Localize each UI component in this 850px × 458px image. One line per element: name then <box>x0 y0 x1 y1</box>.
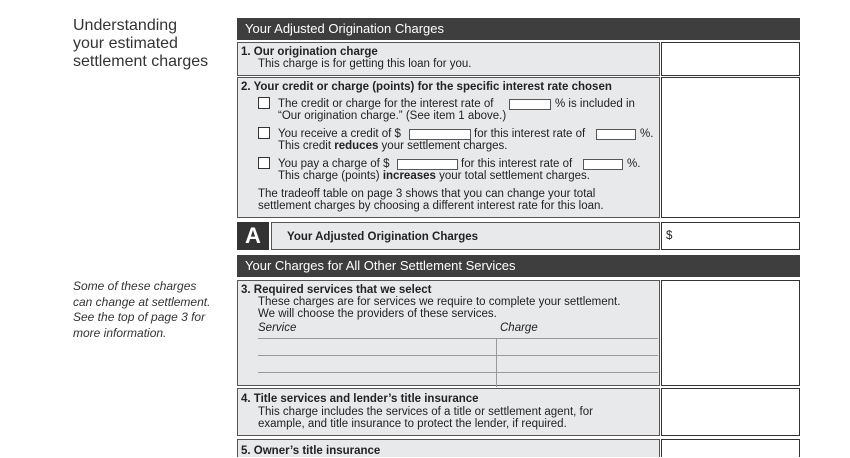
table-column-divider <box>496 338 497 387</box>
section-title <box>73 17 223 71</box>
item4-section <box>237 388 660 436</box>
item2-amount-field[interactable] <box>661 77 800 218</box>
tradeoff-note-line2: settlement charges by choosing a different interest rate for this loan. <box>258 200 604 212</box>
option3-text-before: You pay a charge of $ <box>278 158 390 170</box>
item1-amount-field[interactable] <box>661 42 800 76</box>
item2-section <box>237 77 660 218</box>
option3-text-after: %. <box>627 158 641 170</box>
item5-section <box>237 439 660 457</box>
section-title-line: your estimated <box>73 35 178 52</box>
item4-desc-line1: This charge includes the services of a title or settlement agent, for <box>258 406 593 418</box>
option2-text-before: You receive a credit of $ <box>278 128 401 140</box>
option2-rate-field[interactable] <box>596 129 636 140</box>
item1-desc: This charge is for getting this loan for you. <box>258 58 472 70</box>
side-note-line: See the top of page 3 for <box>73 310 206 324</box>
side-note-line: can change at settlement. <box>73 294 211 309</box>
item3-section <box>237 280 660 386</box>
charge-column-header: Charge <box>500 322 538 334</box>
option2-text-mid: for this interest rate of <box>474 128 586 140</box>
letter-a-badge: A <box>237 222 269 250</box>
option1-line2: “Our origination charge.” (See item 1 above.) <box>278 110 507 122</box>
item5-title: 5. Owner’s title insurance <box>241 445 381 457</box>
option3-line2: This charge (points) increases your total settlement charges. <box>278 170 590 182</box>
side-note <box>73 279 233 341</box>
option2-checkbox[interactable] <box>258 127 270 139</box>
charge-cell[interactable] <box>498 356 658 371</box>
origination-header: Your Adjusted Origination Charges <box>237 18 800 40</box>
option2-credit-field[interactable] <box>409 129 471 140</box>
option2-line2: This credit reduces your settlement charges. <box>278 140 508 152</box>
item5-amount-field[interactable] <box>661 439 800 457</box>
option3-checkbox[interactable] <box>258 157 270 169</box>
item3-desc-line2: We will choose the providers of these services. <box>258 308 497 320</box>
item3-desc-line1: These charges are for services we require to complete your settlement. <box>258 296 621 308</box>
tradeoff-note-line1: The tradeoff table on page 3 shows that you can change your total <box>258 188 596 200</box>
total-a-amount-field[interactable] <box>661 222 800 250</box>
option3-charge-field[interactable] <box>397 159 458 170</box>
section-title-line: settlement charges <box>73 53 209 70</box>
section-title-line: Understanding <box>73 17 178 34</box>
other-services-header: Your Charges for All Other Settlement Services <box>237 255 800 277</box>
currency-symbol: $ <box>666 230 673 242</box>
item2-title: 2. Your credit or charge (points) for the specific interest rate chosen <box>241 81 612 93</box>
side-note-line: more information. <box>73 325 167 340</box>
item4-desc-line2: example, and title insurance to protect the lender, if required. <box>258 418 567 430</box>
charge-cell[interactable] <box>498 339 658 354</box>
total-a-label-box <box>271 222 660 250</box>
option1-text-after: % is included in <box>555 98 635 110</box>
item1-title: 1. Our origination charge <box>241 46 378 58</box>
service-column-header: Service <box>258 322 297 334</box>
option1-text-before: The credit or charge for the interest rate of <box>278 98 494 110</box>
total-a-label: Your Adjusted Origination Charges <box>287 231 479 243</box>
item3-title: 3. Required services that we select <box>241 284 432 296</box>
option1-rate-field[interactable] <box>509 99 551 110</box>
item3-amount-field[interactable] <box>661 280 800 386</box>
side-note-line: Some of these charges <box>73 279 197 293</box>
item4-amount-field[interactable] <box>661 388 800 436</box>
table-divider <box>258 372 658 373</box>
option3-text-mid: for this interest rate of <box>461 158 573 170</box>
option2-text-after: %. <box>640 128 654 140</box>
service-cell[interactable] <box>258 339 495 354</box>
item1-section <box>237 42 660 76</box>
service-cell[interactable] <box>258 356 495 371</box>
option3-rate-field[interactable] <box>583 159 623 170</box>
option1-checkbox[interactable] <box>258 97 270 109</box>
item4-title: 4. Title services and lender’s title insurance <box>241 393 479 405</box>
